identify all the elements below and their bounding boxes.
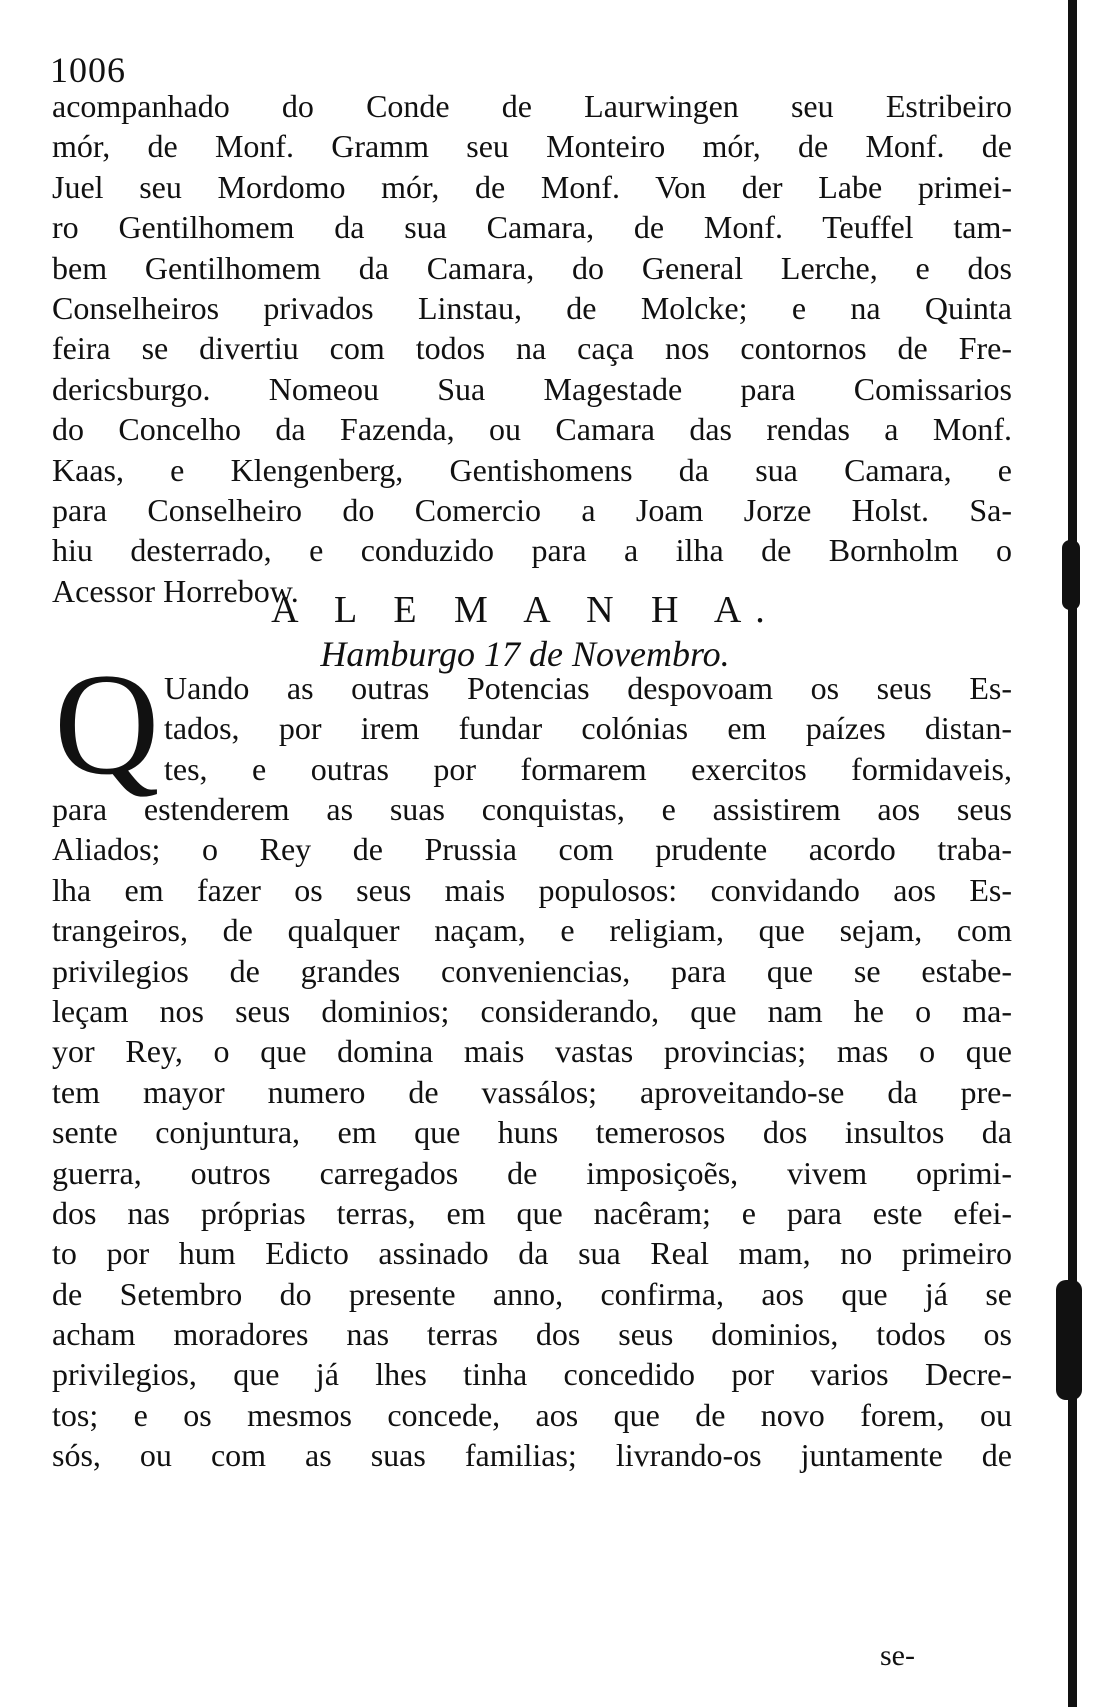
text-line: dericsburgo. Nomeou Sua Magestade para Comissarios [52, 370, 1012, 407]
catchword: se- [880, 1639, 915, 1672]
text-line: bem Gentilhomem da Camara, do General Lerche, e dos [52, 249, 1012, 286]
text-line: hiu desterrado, e conduzido para a ilha de Bornholm o [52, 532, 1012, 569]
text-line: privilegios, que já lhes tinha concedido por varios Decre- [52, 1356, 1012, 1393]
text-line: acham moradores nas terras dos seus dominios, todos os [52, 1316, 1012, 1353]
text-line: guerra, outros carregados de imposiçoẽs, vivem oprimi- [52, 1154, 1012, 1191]
text-line: sós, ou com as suas familias; livrando-os juntamente de [52, 1437, 1012, 1474]
text-line: tados, por irem fundar colónias em paízes distan- [164, 710, 1012, 747]
text-line: tes, e outras por formarem exercitos formidaveis, [164, 750, 1012, 787]
drop-capital: Q [54, 643, 160, 805]
text-line: tem mayor numero de vassálos; aproveitando-se da pre- [52, 1073, 1012, 1110]
ink-blot [1062, 540, 1080, 610]
page-number: 1006 [50, 50, 126, 90]
page-spine-shadow [1068, 0, 1077, 1707]
text-line: Conselheiros privados Linstau, de Molcke; e na Quinta [52, 289, 1012, 326]
text-line: Acessor Horrebow. [52, 572, 299, 609]
text-line: privilegios de grandes conveniencias, para que se estabe- [52, 952, 1012, 989]
section-heading: A L E M A N H A. [271, 589, 779, 631]
paragraph-germany-opening [164, 668, 1012, 789]
text-line: do Concelho da Fazenda, ou Camara das rendas a Monf. [52, 411, 1012, 448]
text-line: feira se divertiu com todos na caça nos contornos de Fre- [52, 330, 1012, 367]
text-line: Uando as outras Potencias despovoam os seus Es- [164, 670, 1012, 706]
text-line: dos nas próprias terras, em que nacêram; e para este efei- [52, 1194, 1012, 1231]
text-line: to por hum Edicto assinado da sua Real mam, no primeiro [52, 1235, 1012, 1272]
text-line: para Conselheiro do Comercio a Joam Jorze Holst. Sa- [52, 491, 1012, 528]
paragraph-germany [52, 789, 1012, 1476]
text-line: Aliados; o Rey de Prussia com prudente acordo traba- [52, 831, 1012, 868]
text-line: Kaas, e Klengenberg, Gentishomens da sua Camara, e [52, 451, 1012, 488]
paragraph-denmark [52, 86, 1012, 611]
text-line: Juel seu Mordomo mór, de Monf. Von der Labe primei- [52, 168, 1012, 205]
text-line: lha em fazer os seus mais populosos: convidando aos Es- [52, 871, 1012, 908]
text-line: yor Rey, o que domina mais vastas provincias; mas o que [52, 1033, 1012, 1070]
text-line: de Setembro do presente anno, confirma, aos que já se [52, 1275, 1012, 1312]
text-line: mór, de Monf. Gramm seu Monteiro mór, de Monf. de [52, 128, 1012, 165]
text-line: para estenderem as suas conquistas, e assistirem aos seus [52, 791, 1012, 827]
text-line: trangeiros, de qualquer naçam, e religiam, que sejam, com [52, 912, 1012, 949]
text-line: tos; e os mesmos concede, aos que de novo forem, ou [52, 1396, 1012, 1433]
ink-blot [1056, 1280, 1082, 1400]
dateline: Hamburgo 17 de Novembro. [320, 634, 730, 674]
text-line: sente conjuntura, em que huns temerosos dos insultos da [52, 1114, 1012, 1151]
text-line: ro Gentilhomem da sua Camara, de Monf. Teuffel tam- [52, 209, 1012, 246]
text-line: acompanhado do Conde de Laurwingen seu Estribeiro [52, 88, 1012, 124]
text-line: leçam nos seus dominios; considerando, que nam he o ma- [52, 992, 1012, 1029]
